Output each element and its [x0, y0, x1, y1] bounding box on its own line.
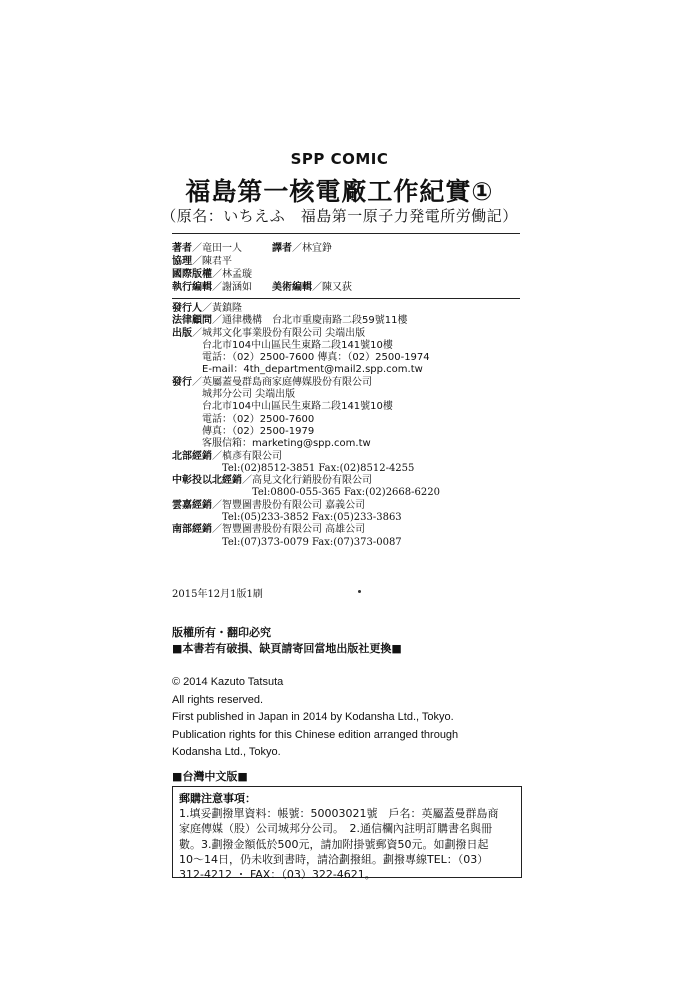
mail-order-notice [172, 786, 522, 882]
chiayi-dealer-value: ／智豐圖書股份有限公司 嘉義公司 [212, 499, 366, 511]
central-dealer-label: 中彰投以北經銷 [172, 475, 242, 487]
north-dealer-value: ／槙彥有限公司 [212, 450, 282, 462]
central-dealer-contact: Tel:0800-055-365 Fax:(02)2668-6220 [252, 487, 440, 499]
stray-dot [358, 590, 361, 593]
south-dealer-label: 南部經銷 [172, 524, 212, 536]
distributor-email: 客服信箱：marketing@spp.com.tw [202, 438, 371, 450]
publication-rights-line: Publication rights for this Chinese edition arranged through [172, 728, 459, 741]
publisher-block [172, 303, 532, 549]
distributor-label: 發行 [172, 376, 192, 388]
publisher-email: E-mail：4th_department@mail2.spp.com.tw [202, 364, 423, 376]
printing-edition: 2015年12月1版1刷 [172, 589, 263, 600]
legal-value: ／通律機構 台北市重慶南路二段59號11樓 [212, 315, 408, 327]
south-dealer-value: ／智豐圖書股份有限公司 高雄公司 [212, 524, 366, 536]
art-editor-value: ／陳又荻 [312, 282, 352, 293]
publisher-phone: 電話：（02）2500-7600 傳真：（02）2500-1974 [202, 352, 430, 364]
distributor-address: 台北市104中山區民生東路二段141號10樓 [202, 401, 393, 413]
credits-block [172, 242, 522, 294]
distributor-phone: 電話：（02）2500-7600 [202, 413, 315, 425]
publisher-label: 出版 [172, 327, 192, 339]
notice-line: 312-4212 ・ FAX：（03）322-4621。 [179, 868, 376, 882]
north-dealer-contact: Tel:(02)8512-3851 Fax:(02)8512-4255 [222, 462, 415, 474]
book-title: 福島第一核電廠工作紀實① [185, 177, 494, 206]
legal-label: 法律顧問 [172, 315, 212, 327]
notice-title: 郵購注意事項： [179, 792, 256, 805]
author-label: 著者 [172, 243, 192, 254]
assistant-manager-value: ／陳君平 [192, 256, 232, 267]
north-dealer-label: 北部經銷 [172, 450, 212, 462]
series-name: SPP COMIC [290, 150, 389, 168]
notice-line: 10～14日，仍未收到書時，請洽劃撥組。劃撥專線TEL：（03） [179, 852, 489, 866]
damage-notice: ■本書若有破損、缺頁請寄回當地出版社更換■ [172, 642, 402, 655]
divider-top [172, 233, 520, 234]
copyright-line: © 2014 Kazuto Tatsuta [172, 676, 284, 688]
distributor-fax: 傳真：（02）2500-1979 [202, 425, 315, 437]
notice-line: 家庭傳媒（股）公司城邦分公司。 2.通信欄內註明訂購書名與冊 [179, 822, 492, 836]
distributor-value: ／英屬蓋曼群島商家庭傳媒股份有限公司 [192, 376, 372, 388]
art-editor-label: 美術編輯 [272, 282, 312, 293]
central-dealer-value: ／高見文化行銷股份有限公司 [242, 475, 372, 487]
issuer-label: 發行人 [172, 303, 202, 314]
south-dealer-contact: Tel:(07)373-0079 Fax:(07)373-0087 [222, 536, 402, 548]
author-value: ／竜田一人 [192, 243, 242, 254]
editor-label: 執行編輯 [172, 282, 212, 293]
editor-value: ／謝涵如 [212, 282, 252, 293]
notice-line: 1.填妥劃撥單資料：帳號：50003021號 戶名：英屬蓋曼群島商 [179, 807, 499, 821]
copyright-block [172, 674, 458, 762]
rights-block [172, 625, 402, 657]
chiayi-dealer-label: 雲嘉經銷 [172, 499, 212, 511]
intl-rights-label: 國際版權 [172, 269, 212, 280]
translator-value: ／林宜錚 [292, 243, 332, 254]
issuer-value: ／黃鎮隆 [202, 303, 242, 314]
distributor-branch: 城邦分公司 尖端出版 [202, 389, 296, 401]
rights-reserved: 版權所有・翻印必究 [172, 626, 271, 639]
all-rights-line: All rights reserved. [172, 693, 264, 706]
chiayi-dealer-contact: Tel:(05)233-3852 Fax:(05)233-3863 [222, 512, 402, 524]
assistant-manager-label: 協理 [172, 256, 192, 267]
original-title: （原名：いちえふ 福島第一原子力発電所労働記） [161, 207, 518, 225]
notice-line: 數。3.劃撥金額低於500元，請加附掛號郵資50元。如劃撥日起 [179, 837, 489, 851]
kodansha-line: Kodansha Ltd., Tokyo. [172, 746, 281, 758]
edition-label: ■台灣中文版■ [172, 770, 248, 783]
publisher-value: ／城邦文化事業股份有限公司 尖端出版 [192, 327, 366, 339]
first-published-line: First published in Japan in 2014 by Kodansha Ltd., Tokyo. [172, 711, 454, 723]
translator-label: 譯者 [272, 243, 292, 254]
divider-middle [172, 298, 520, 299]
publisher-address: 台北市104中山區民生東路二段141號10樓 [202, 339, 393, 351]
intl-rights-value: ／林孟璇 [212, 269, 252, 280]
